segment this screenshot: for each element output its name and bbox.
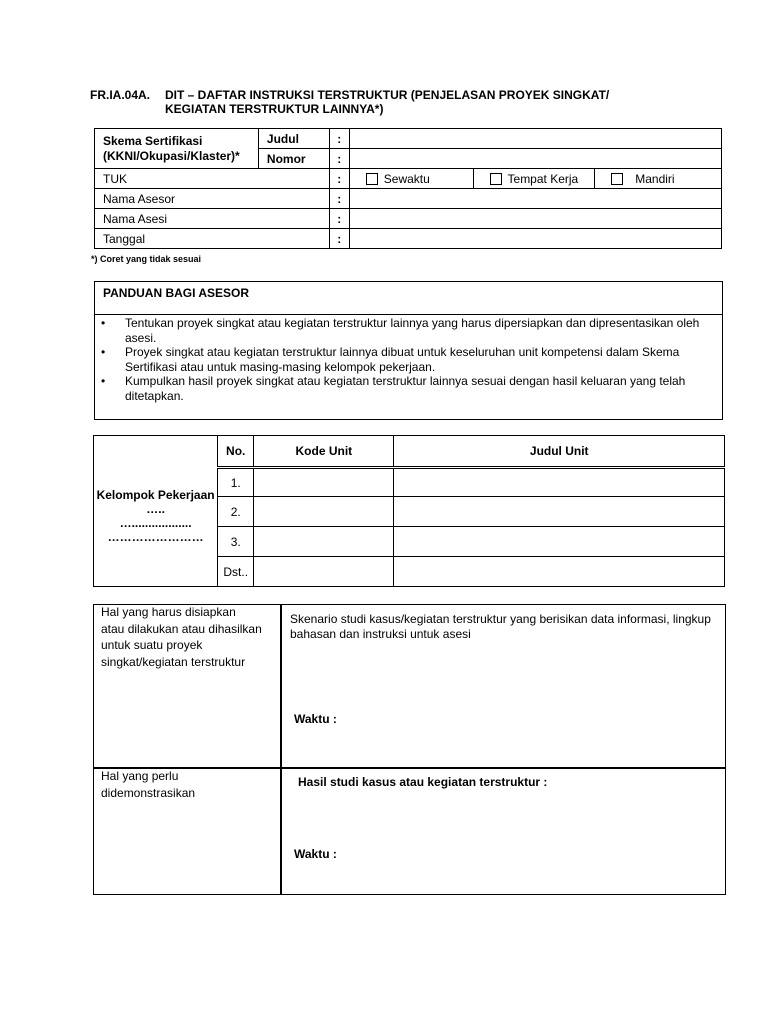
judul-unit-cell[interactable] bbox=[394, 527, 725, 557]
line: Kumpulkan hasil proyek singkat atau kegiatan terstruktur lainnya sesuai dengan hasil keluaran yang telah bbox=[125, 374, 686, 388]
header-judul-unit: Judul Unit bbox=[394, 436, 725, 468]
skema-label: Skema Sertifikasi bbox=[103, 133, 203, 148]
task-left-2 bbox=[101, 768, 195, 801]
nama-asesor-label: Nama Asesor bbox=[95, 189, 330, 209]
nama-asesor-field[interactable] bbox=[349, 189, 721, 209]
line: bahasan dan instruksi untuk asesi bbox=[290, 626, 471, 641]
task-left-1 bbox=[101, 604, 262, 670]
panduan-item bbox=[101, 374, 722, 403]
tanggal-field[interactable] bbox=[349, 229, 721, 249]
bullet: • bbox=[101, 316, 106, 330]
kelompok-cell bbox=[94, 436, 218, 587]
line: Hal yang perlu bbox=[101, 769, 179, 783]
header-no: No. bbox=[218, 436, 254, 468]
row-number: 2. bbox=[218, 497, 254, 527]
footnote: *) Coret yang tidak sesuai bbox=[91, 254, 202, 264]
kode-unit-cell[interactable] bbox=[254, 527, 394, 557]
kode-unit-cell[interactable] bbox=[254, 557, 394, 587]
judul-field[interactable] bbox=[349, 129, 721, 149]
checkbox-tempat-kerja[interactable] bbox=[490, 173, 502, 185]
option-label: Sewaktu bbox=[383, 171, 430, 186]
skema-sub: (KKNI/Okupasi/Klaster)* bbox=[103, 148, 240, 163]
row-number: 3. bbox=[218, 527, 254, 557]
line: singkat/kegiatan terstruktur bbox=[101, 654, 246, 669]
option-sewaktu[interactable] bbox=[349, 169, 473, 189]
line: Skenario studi kasus/kegiatan terstruktur yang berisikan data informasi, lingkup bbox=[290, 612, 711, 626]
line: untuk suatu proyek bbox=[101, 638, 203, 652]
tuk-label: TUK bbox=[95, 169, 330, 189]
unit-table bbox=[93, 435, 725, 587]
kode-unit-cell[interactable] bbox=[254, 497, 394, 527]
tanggal-label: Tanggal bbox=[95, 229, 330, 249]
skema-cell bbox=[95, 129, 259, 169]
option-tempat-kerja[interactable] bbox=[473, 169, 595, 189]
checkbox-sewaktu[interactable] bbox=[366, 173, 378, 185]
form-title-line2: KEGIATAN TERSTRUKTUR LAINNYA*) bbox=[165, 102, 384, 116]
nomor-label: Nomor bbox=[258, 149, 329, 169]
panduan-item bbox=[101, 316, 722, 345]
row-number: 1. bbox=[218, 468, 254, 497]
row-number: Dst.. bbox=[218, 557, 254, 587]
panduan-title: PANDUAN BAGI ASESOR bbox=[95, 282, 722, 315]
kode-unit-cell[interactable] bbox=[254, 468, 394, 497]
task-divider-vertical bbox=[280, 604, 282, 895]
colon: : bbox=[329, 169, 349, 189]
colon: : bbox=[329, 129, 349, 149]
nama-asesi-field[interactable] bbox=[349, 209, 721, 229]
kelompok-label: Kelompok Pekerjaan bbox=[96, 488, 215, 502]
panduan-box bbox=[94, 281, 723, 420]
judul-unit-cell[interactable] bbox=[394, 557, 725, 587]
checkbox-mandiri[interactable] bbox=[611, 173, 623, 185]
hasil-studi-title: Hasil studi kasus atau kegiatan terstruktur : bbox=[298, 775, 548, 789]
nomor-field[interactable] bbox=[349, 149, 721, 169]
nama-asesi-label: Nama Asesi bbox=[95, 209, 330, 229]
kelompok-dots: ….................. bbox=[119, 516, 192, 530]
task-right-1 bbox=[290, 612, 711, 641]
colon: : bbox=[329, 209, 349, 229]
panduan-list bbox=[95, 316, 722, 403]
judul-unit-cell[interactable] bbox=[394, 468, 725, 497]
waktu-label-2: Waktu : bbox=[294, 847, 337, 861]
line: Tentukan proyek singkat atau kegiatan terstruktur lainnya yang harus dipersiapkan dan dipresentasikan oleh bbox=[125, 316, 700, 330]
option-label: Mandiri bbox=[635, 171, 675, 186]
colon: : bbox=[329, 189, 349, 209]
bullet: • bbox=[101, 345, 106, 359]
line: atau dilakukan atau dihasilkan bbox=[101, 621, 262, 636]
option-label: Tempat Kerja bbox=[507, 171, 579, 186]
header-kode-unit: Kode Unit bbox=[254, 436, 394, 468]
bullet: • bbox=[101, 374, 106, 388]
waktu-label-1: Waktu : bbox=[294, 712, 337, 726]
colon: : bbox=[329, 229, 349, 249]
kelompok-dots: ….. bbox=[146, 502, 165, 516]
line: asesi. bbox=[125, 330, 157, 345]
panduan-item bbox=[101, 345, 722, 374]
line: ditetapkan. bbox=[125, 388, 184, 403]
option-mandiri[interactable] bbox=[595, 169, 722, 189]
judul-unit-cell[interactable] bbox=[394, 497, 725, 527]
line: Proyek singkat atau kegiatan terstruktur lainnya dibuat untuk keseluruhan unit kompetensi dalam Skema bbox=[125, 345, 680, 359]
judul-label: Judul bbox=[258, 129, 329, 149]
kelompok-dots: …………………… bbox=[107, 530, 204, 544]
form-title-line1: DIT – DAFTAR INSTRUKSI TERSTRUKTUR (PENJELASAN PROYEK SINGKAT/ bbox=[165, 88, 610, 102]
colon: : bbox=[329, 149, 349, 169]
line: didemonstrasikan bbox=[101, 785, 196, 800]
info-table bbox=[94, 128, 722, 249]
line: Sertifikasi atau untuk masing-masing kelompok pekerjaan. bbox=[125, 359, 436, 374]
line: Hal yang harus disiapkan bbox=[101, 605, 236, 619]
form-code: FR.IA.04A. bbox=[90, 88, 151, 102]
